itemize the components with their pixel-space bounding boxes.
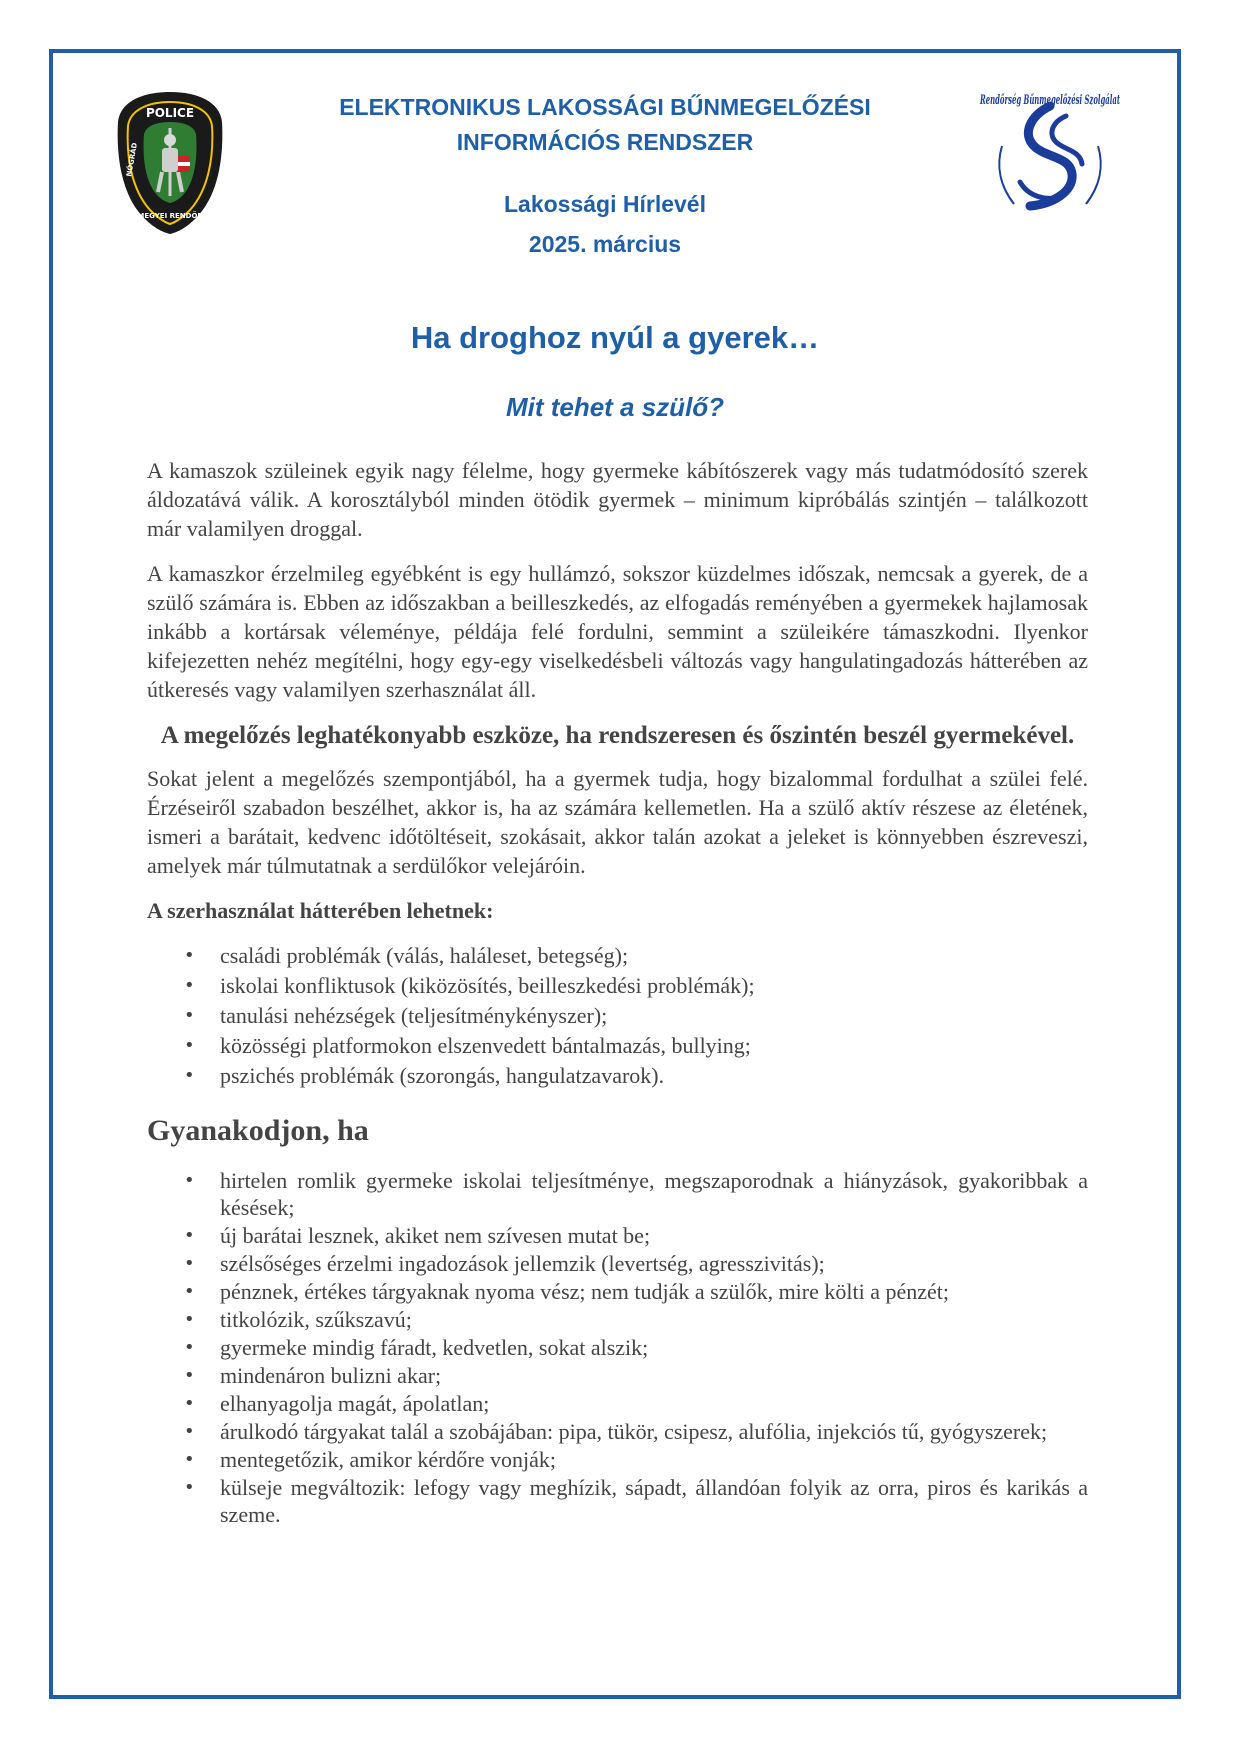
list-item: • szélsőséges érzelmi ingadozások jellemzik (levertség, agresszivitás);: [220, 1250, 1088, 1277]
paragraph-adolescence: A kamaszkor érzelmileg egyébként is egy hullámzó, sokszor küzdelmes időszak, nemcsak a gyerek, de a szülő számára is. Ebben az időszakban a beilleszkedés, az elfogadás reményében a gyermekek hajlamosak inkább a kortársak véleménye, példája felé fordulni, semmint a szüleikére támaszkodni. Ilyenkor kifejezetten nehéz megítélni, hogy egy-egy viselkedésbeli változás vagy hangulatingadozás hátterében az útkeresés vagy valamilyen szerhasználat áll.: [147, 561, 1088, 702]
list-item: • új barátai lesznek, akiket nem szívesen mutat be;: [220, 1222, 1088, 1249]
newsletter-header: [250, 90, 960, 264]
newsletter-label: Lakossági Hírlevél: [504, 191, 706, 217]
badge-text-top: POLICE: [145, 106, 195, 120]
list-item: • családi problémák (válás, haláleset, betegség);: [220, 941, 1088, 970]
causes-heading: A szerhasználat hátterében lehetnek:: [147, 898, 494, 923]
list-item: • tanulási nehézségek (teljesítménykényszer);: [220, 1001, 1088, 1030]
paragraph-intro: A kamaszok szüleinek egyik nagy félelme, hogy gyermeke kábítószerek vagy más tudatmódosító szerek áldozatává válik. A korosztályból minden ötödik gyermek – minimum kipróbálás szintjén – találkozott már valamilyen droggal.: [147, 458, 1088, 541]
badge-text-bottom: VÁRMEGYEI RENDŐRSÉG: [121, 212, 219, 220]
list-item: • gyermeke mindig fáradt, kedvetlen, sokat alszik;: [220, 1334, 1088, 1361]
article-body: [147, 456, 1088, 1546]
newsletter-date: 2025. március: [528, 231, 682, 257]
list-item: • mindenáron bulizni akar;: [220, 1362, 1088, 1389]
article-subtitle: Mit tehet a szülő?: [505, 392, 725, 422]
list-item: • árulkodó tárgyakat talál a szobájában: pipa, tükör, csipesz, alufólia, injekciós tű, gyógyszerek;: [220, 1418, 1088, 1445]
system-title-line2: INFORMÁCIÓS RENDSZER: [456, 129, 754, 155]
list-item: • pénznek, értékes tárgyaknak nyoma vész; nem tudják a szülők, mire költi a pénzét;: [220, 1278, 1088, 1305]
list-item: • elhanyagolja magát, ápolatlan;: [220, 1390, 1088, 1417]
list-item: • iskolai konfliktusok (kiközösítés, beilleszkedési problémák);: [220, 971, 1088, 1000]
list-item: • pszichés problémák (szorongás, hangulatzavarok).: [220, 1061, 1088, 1090]
causes-list: [147, 941, 1088, 1090]
list-item: • titkolózik, szűkszavú;: [220, 1306, 1088, 1333]
signs-list: [147, 1167, 1088, 1528]
article-title: Ha droghoz nyúl a gyerek…: [410, 320, 820, 355]
list-item: • hirtelen romlik gyermeke iskolai teljesítménye, megszaporodnak a hiányzások, gyakoribbak a késések;: [220, 1167, 1088, 1221]
seal-text: Rendőrség Bűnmegelőzési Szolgálat: [979, 93, 1120, 108]
list-item: • közösségi platformokon elszenvedett bántalmazás, bullying;: [220, 1031, 1088, 1060]
bunmegelozesi-szolgalat-logo: [972, 86, 1128, 236]
highlight-heading: A megelőzés leghatékonyabb eszköze, ha rendszeresen és őszintén beszél gyermekével.: [160, 722, 1075, 749]
paragraph-trust: Sokat jelent a megelőzés szempontjából, ha a gyermek tudja, hogy bizalommal fordulhat a szülei felé. Érzéseiről szabadon beszélhet, akkor is, ha az számára kellemetlen. Ha a szülő aktív részese az életének, ismeri a barátait, kedvenc időtöltéseit, szokásait, akkor talán azokat a jeleket is könnyebben észreveszi, amelyek már túlmutatnak a serdülőkor velejáróin.: [147, 766, 1088, 878]
police-badge-logo: [114, 88, 226, 236]
list-item: • mentegetőzik, amikor kérdőre vonják;: [220, 1446, 1088, 1473]
signs-heading: Gyanakodjon, ha: [147, 1114, 369, 1147]
system-title-line1: ELEKTRONIKUS LAKOSSÁGI BŰNMEGELŐZÉSI: [339, 94, 871, 120]
list-item: • külseje megváltozik: lefogy vagy meghízik, sápadt, állandóan folyik az orra, piros és karikás a szeme.: [220, 1474, 1088, 1528]
badge-text-left: NÓGRÁD: [125, 142, 139, 178]
